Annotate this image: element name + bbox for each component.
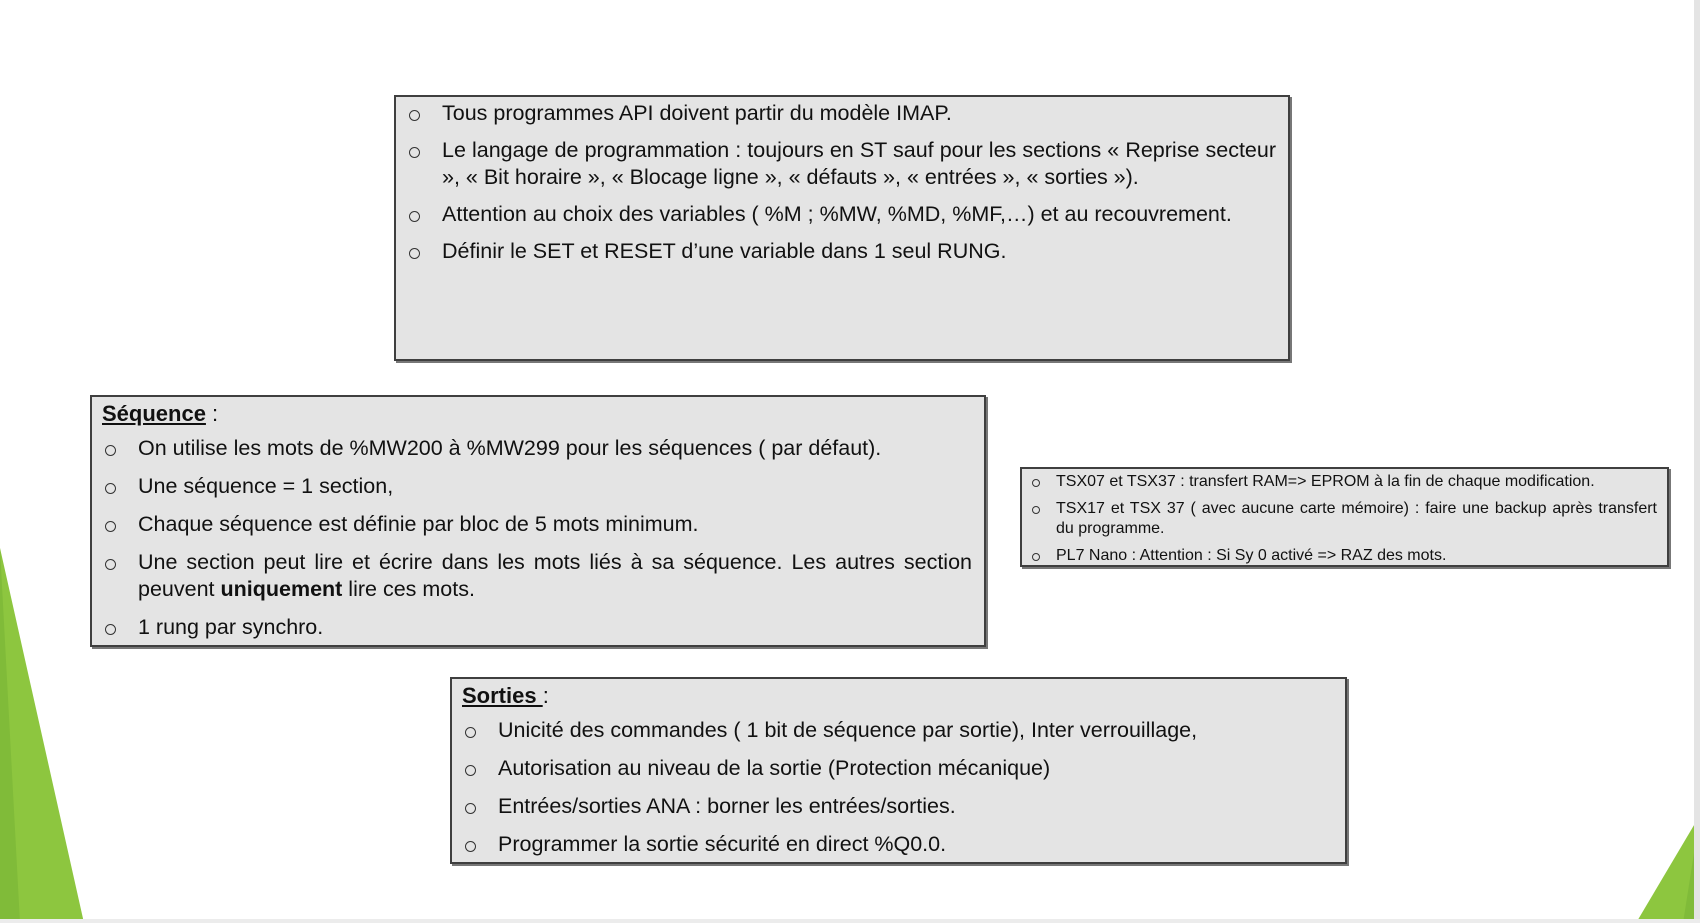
circle-bullet-icon [105, 521, 116, 532]
sorties-title-colon: : [542, 683, 549, 708]
tsx-box [1020, 467, 1669, 567]
circle-bullet-icon [105, 624, 116, 635]
circle-bullet-icon [1032, 553, 1040, 561]
circle-bullet-icon [465, 841, 476, 852]
sequence-list [138, 435, 972, 652]
sequence-item-text-bold: uniquement [220, 577, 343, 601]
sequence-item-text: Une séquence = 1 section, [138, 474, 394, 498]
sorties-title: Sorties [462, 683, 543, 708]
sequence-item-text-end: lire ces mots. [342, 577, 475, 601]
circle-bullet-icon [465, 727, 476, 738]
circle-bullet-icon [409, 147, 420, 158]
sorties-heading [462, 681, 549, 711]
circle-bullet-icon [409, 248, 420, 259]
rules-item-text: Le langage de programmation : toujours en ST sauf pour les sections « Reprise secteur », « Bit horaire », « Blocage ligne », « défauts », « entrées », « sorties »). [442, 138, 1276, 189]
rules-item-text: Définir le SET et RESET d’une variable dans 1 seul RUNG. [442, 239, 1007, 263]
sequence-item-text: 1 rung par synchro. [138, 615, 324, 639]
sorties-list [498, 717, 1333, 869]
sequence-item-text: On utilise les mots de %MW200 à %MW299 pour les séquences ( par défaut). [138, 436, 882, 460]
tsx-item-text: TSX17 et TSX 37 ( avec aucune carte mémoire) : faire une backup après transfert du programme. [1056, 500, 1657, 537]
sorties-item [498, 755, 1333, 782]
circle-bullet-icon [409, 211, 420, 222]
circle-bullet-icon [465, 765, 476, 776]
sorties-item-text: Autorisation au niveau de la sortie (Protection mécanique) [498, 756, 1051, 780]
sorties-item [498, 717, 1333, 744]
sequence-item [138, 511, 972, 538]
circle-bullet-icon [1032, 479, 1040, 487]
tsx-item [1056, 546, 1657, 566]
tsx-item [1056, 499, 1657, 539]
slide-right-edge [1694, 0, 1700, 923]
slide-bottom-edge [0, 919, 1700, 923]
tsx-list [1022, 469, 1667, 566]
sequence-item [138, 473, 972, 500]
circle-bullet-icon [465, 803, 476, 814]
circle-bullet-icon [105, 445, 116, 456]
rules-item [442, 100, 1276, 127]
sorties-item-text: Programmer la sortie sécurité en direct %Q0.0. [498, 832, 947, 856]
rules-list [396, 97, 1288, 265]
circle-bullet-icon [105, 559, 116, 570]
rules-item-text: Attention au choix des variables ( %M ; %MW, %MD, %MF,…) et au recouvrement. [442, 202, 1232, 226]
rules-item [442, 201, 1276, 228]
sequence-item [138, 435, 972, 462]
sorties-item-text: Unicité des commandes ( 1 bit de séquence par sortie), Inter verrouillage, [498, 718, 1198, 742]
circle-bullet-icon [409, 110, 420, 121]
tsx-item [1056, 472, 1657, 492]
sorties-item-text: Entrées/sorties ANA : borner les entrées/sorties. [498, 794, 956, 818]
sequence-heading [102, 399, 218, 429]
rules-item-text: Tous programmes API doivent partir du modèle IMAP. [442, 101, 952, 125]
sequence-item [138, 614, 972, 641]
circle-bullet-icon [1032, 506, 1040, 514]
rules-item [442, 137, 1276, 191]
tsx-item-text: TSX07 et TSX37 : transfert RAM=> EPROM à la fin de chaque modification. [1056, 473, 1595, 490]
sorties-item [498, 793, 1333, 820]
sequence-box [90, 395, 986, 647]
sorties-box [450, 677, 1347, 864]
sequence-title: Séquence [102, 401, 206, 426]
rules-item [442, 238, 1276, 265]
rules-box [394, 95, 1290, 361]
sequence-item-text: Chaque séquence est définie par bloc de 5 mots minimum. [138, 512, 699, 536]
sequence-title-colon: : [205, 401, 219, 426]
sorties-item [498, 831, 1333, 858]
sequence-item-text-start: Une section peut lire et écrire dans les mots liés à sa séquence. Les autres section peuvent [138, 550, 972, 601]
tsx-item-text: PL7 Nano : Attention : Si Sy 0 activé => RAZ des mots. [1056, 547, 1447, 564]
sequence-item [138, 549, 972, 603]
circle-bullet-icon [105, 483, 116, 494]
